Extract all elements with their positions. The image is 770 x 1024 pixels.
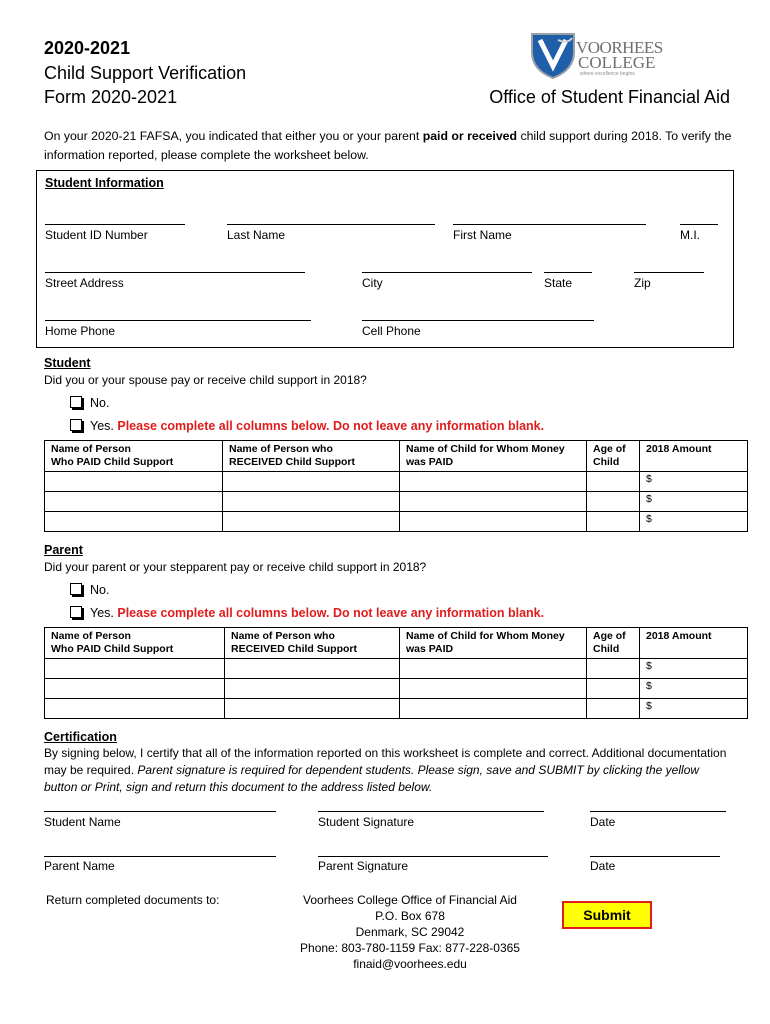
student-info-box	[36, 170, 734, 348]
zip-field[interactable]	[634, 272, 704, 273]
table-cell[interactable]	[45, 659, 225, 679]
address-line: Voorhees College Office of Financial Aid	[303, 893, 517, 907]
col-header	[400, 441, 587, 472]
address-line: finaid@voorhees.edu	[353, 957, 467, 971]
logo-text-1: VOORHEES	[576, 38, 663, 57]
col-header-text: 2018 Amount	[646, 630, 712, 642]
student-name-label: Student Name	[44, 815, 121, 829]
amount-cell[interactable]: $	[640, 679, 748, 699]
col-header	[587, 441, 640, 472]
col-header-text: 2018 Amount	[646, 443, 712, 455]
col-header-text: Name of Person who RECEIVED Child Support	[231, 630, 357, 655]
table-header-row	[45, 628, 748, 659]
table-cell[interactable]	[400, 679, 587, 699]
first-name-label: First Name	[453, 228, 512, 242]
parent-name-label: Parent Name	[44, 859, 115, 873]
mi-field[interactable]	[680, 224, 718, 225]
last-name-field[interactable]	[227, 224, 435, 225]
student-support-table	[44, 440, 748, 532]
table-cell[interactable]	[400, 659, 587, 679]
table-cell[interactable]	[45, 472, 223, 492]
table-row	[45, 659, 748, 679]
student-question: Did you or your spouse pay or receive child support in 2018?	[44, 373, 367, 387]
table-cell[interactable]	[223, 472, 400, 492]
table-cell[interactable]	[225, 659, 400, 679]
form-year: 2020-2021	[44, 38, 131, 58]
parent-signature-label: Parent Signature	[318, 859, 409, 873]
address-line: P.O. Box 678	[375, 909, 445, 923]
parent-question: Did your parent or your stepparent pay or receive child support in 2018?	[44, 560, 427, 574]
table-cell[interactable]	[587, 699, 640, 719]
student-info-title: Student Information	[45, 176, 164, 190]
table-row	[45, 679, 748, 699]
col-header	[225, 628, 400, 659]
cell-phone-field[interactable]	[362, 320, 594, 321]
home-phone-label: Home Phone	[45, 324, 116, 338]
student-name-field[interactable]	[44, 811, 276, 812]
intro-text: On your 2020-21 FAFSA, you indicated that either you or your parent paid or received child support during 2018. To verify the information reported, please complete the worksheet below.	[44, 129, 732, 162]
parent-no-option[interactable]: No.	[70, 583, 109, 597]
city-label: City	[362, 276, 383, 290]
student-id-field[interactable]	[45, 224, 185, 225]
parent-name-field[interactable]	[44, 856, 276, 857]
amount-cell[interactable]: $	[640, 659, 748, 679]
amount-cell[interactable]: $	[640, 472, 748, 492]
home-phone-field[interactable]	[45, 320, 311, 321]
checkbox-icon[interactable]	[70, 396, 82, 408]
table-cell[interactable]	[587, 512, 640, 532]
street-field[interactable]	[45, 272, 305, 273]
date1-label: Date	[590, 815, 616, 829]
last-name-label: Last Name	[227, 228, 286, 242]
table-cell[interactable]	[225, 679, 400, 699]
student-section-title: Student	[44, 356, 91, 370]
student-yes-option[interactable]: Yes. Please complete all columns below. Do not leave any information blank.	[70, 419, 544, 433]
col-header	[45, 441, 223, 472]
certification-text: By signing below, I certify that all of the information reported on this worksheet is complete and correct. Additional documentation may be required. Parent signature is required for dependent students. Please sign, save and SUBMIT by clicking the yellow button or Print, sign and return this document to the address listed below.	[44, 746, 727, 794]
table-row	[45, 472, 748, 492]
mi-label: M.I.	[680, 228, 700, 242]
table-cell[interactable]	[223, 512, 400, 532]
table-cell[interactable]	[45, 699, 225, 719]
table-cell[interactable]	[223, 492, 400, 512]
zip-label: Zip	[634, 276, 651, 290]
parent-signature-field[interactable]	[318, 856, 548, 857]
return-address	[260, 892, 560, 972]
form-subtitle: Form 2020-2021	[44, 87, 178, 107]
city-field[interactable]	[362, 272, 532, 273]
checkbox-icon[interactable]	[70, 583, 82, 595]
col-header-text: Age of Child	[593, 443, 626, 468]
date2-field[interactable]	[590, 856, 720, 857]
table-cell[interactable]	[587, 659, 640, 679]
table-row	[45, 492, 748, 512]
date2-label: Date	[590, 859, 616, 873]
table-header-row	[45, 441, 748, 472]
logo-tagline: where excellence begins	[580, 71, 635, 77]
col-header	[587, 628, 640, 659]
student-no-option[interactable]: No.	[70, 396, 109, 410]
col-header	[640, 628, 748, 659]
amount-cell[interactable]: $	[640, 512, 748, 532]
certification-title: Certification	[44, 730, 117, 744]
shield-logo-icon	[528, 30, 578, 80]
student-signature-field[interactable]	[318, 811, 544, 812]
state-field[interactable]	[544, 272, 592, 273]
return-label: Return completed documents to:	[46, 893, 220, 907]
office-title: Office of Student Financial Aid	[489, 87, 730, 107]
checkbox-icon[interactable]	[70, 419, 82, 431]
table-cell[interactable]	[225, 699, 400, 719]
col-header-text: Age of Child	[593, 630, 626, 655]
table-row	[45, 699, 748, 719]
table-cell[interactable]	[400, 472, 587, 492]
col-header	[45, 628, 225, 659]
col-header	[223, 441, 400, 472]
logo-text-2: COLLEGE	[578, 53, 656, 72]
form-title: Child Support Verification	[44, 63, 247, 83]
amount-cell[interactable]: $	[640, 492, 748, 512]
col-header	[400, 628, 587, 659]
table-cell[interactable]	[587, 679, 640, 699]
table-cell[interactable]	[587, 492, 640, 512]
submit-button[interactable]: Submit	[562, 901, 652, 929]
student-signature-label: Student Signature	[318, 815, 415, 829]
table-cell[interactable]	[45, 512, 223, 532]
amount-cell[interactable]: $	[640, 699, 748, 719]
street-label: Street Address	[45, 276, 124, 290]
table-cell[interactable]	[587, 472, 640, 492]
col-header-text: Name of Person Who PAID Child Support	[51, 630, 174, 655]
cell-phone-label: Cell Phone	[362, 324, 421, 338]
college-logo	[528, 30, 663, 80]
table-cell[interactable]	[400, 512, 587, 532]
date1-field[interactable]	[590, 811, 726, 812]
parent-yes-option[interactable]: Yes. Please complete all columns below. Do not leave any information blank.	[70, 606, 544, 620]
checkbox-icon[interactable]	[70, 606, 82, 618]
table-cell[interactable]	[400, 699, 587, 719]
col-header-text: Name of Person who RECEIVED Child Support	[229, 443, 355, 468]
table-cell[interactable]	[45, 492, 223, 512]
col-header-text: Name of Person Who PAID Child Support	[51, 443, 174, 468]
table-cell[interactable]	[400, 492, 587, 512]
parent-instruction: Please complete all columns below. Do not leave any information blank.	[117, 606, 545, 620]
address-line: Denmark, SC 29042	[355, 925, 465, 939]
parent-support-table	[44, 627, 748, 719]
col-header-text: Name of Child for Whom Money was PAID	[406, 630, 565, 655]
col-header-text: Name of Child for Whom Money was PAID	[406, 443, 565, 468]
first-name-field[interactable]	[453, 224, 646, 225]
student-id-label: Student ID Number	[45, 228, 148, 242]
student-instruction: Please complete all columns below. Do not leave any information blank.	[117, 419, 545, 433]
col-header	[640, 441, 748, 472]
table-row	[45, 512, 748, 532]
address-line: Phone: 803-780-1159 Fax: 877-228-0365	[300, 941, 520, 955]
state-label: State	[544, 276, 573, 290]
parent-section-title: Parent	[44, 543, 83, 557]
table-cell[interactable]	[45, 679, 225, 699]
